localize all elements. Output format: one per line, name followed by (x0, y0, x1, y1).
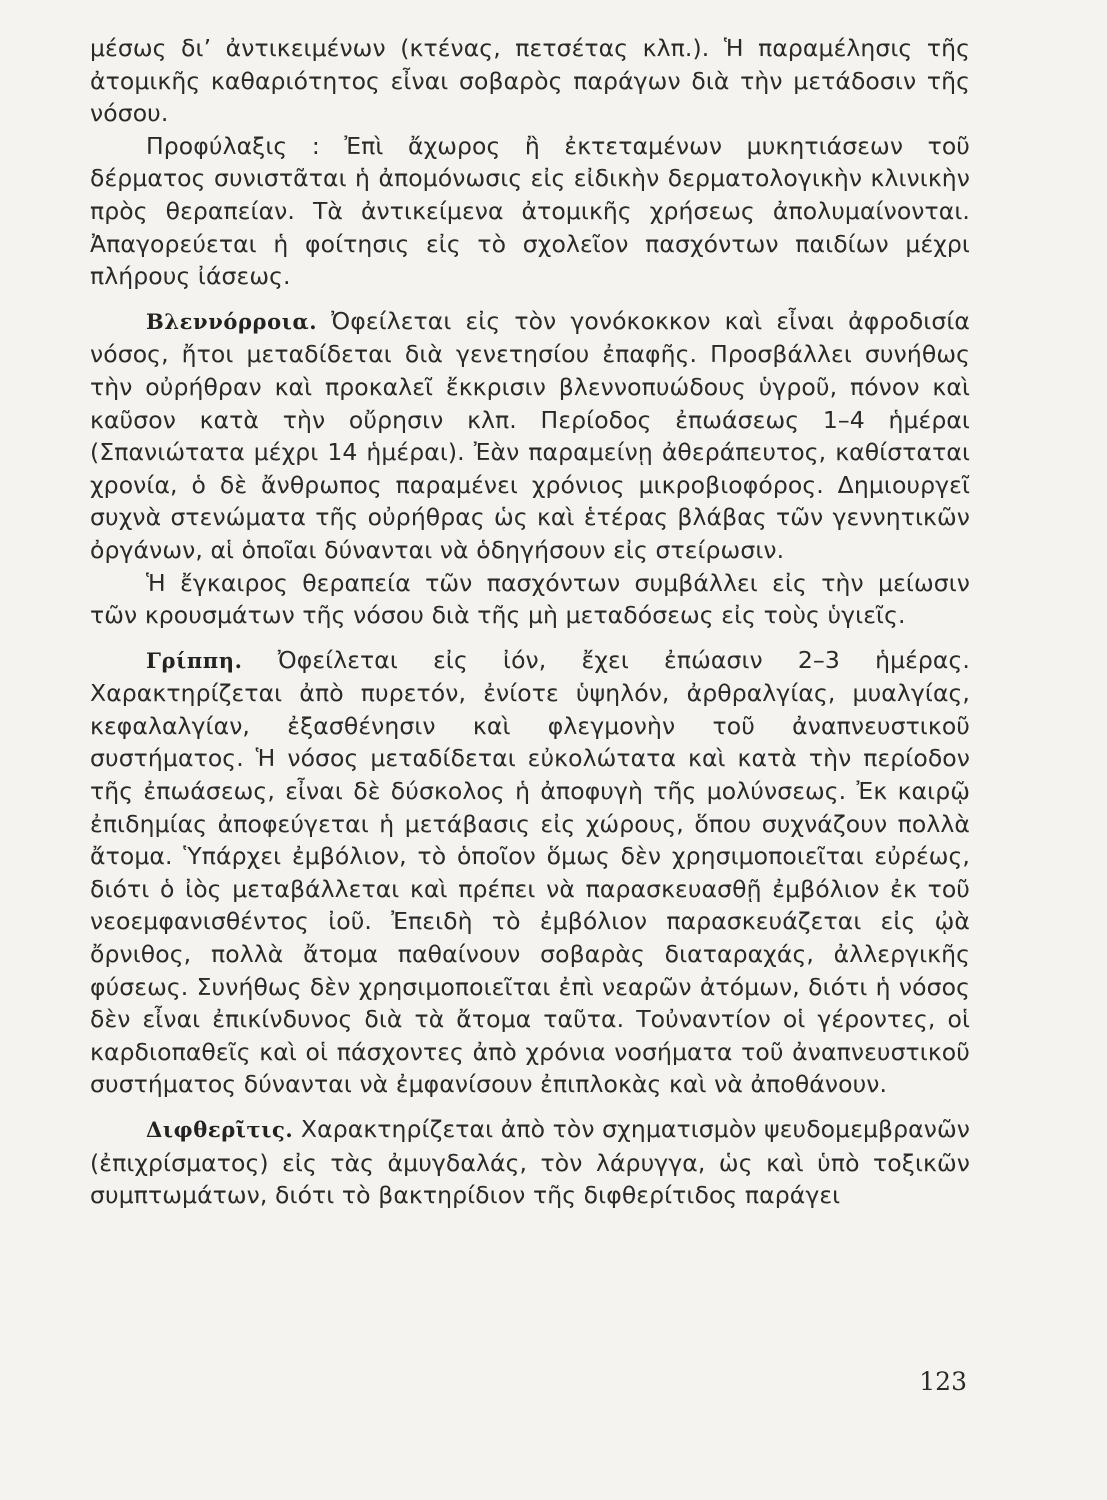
paragraph-treatment (90, 567, 970, 632)
paragraph-text: Ὀφείλεται εἰς τὸν γονόκοκκον καὶ εἶναι ἀφροδισία νόσος, ἤτοι μεταδίδεται διὰ γενετησίου ἐπαφῆς. Προσβάλλει συνήθως τὴν οὐρήθραν καὶ προκαλεῖ ἔκκρισιν βλεννοπυώδους ὑγροῦ, πόνον καὶ καῦσον κατὰ τὴν οὔρησιν κλπ. Περίοδος ἐπωάσεως 1–4 ἡμέραι (Σπανιώτατα μέχρι 14 ἡμέραι). Ἐὰν παραμείνῃ ἀθεράπευτος, καθίσταται χρονία, ὁ δὲ ἄνθρωπος παραμένει χρόνιος μικροβιοφόρος. Δημιουργεῖ συχνὰ στενώματα τῆς οὐρήθρας ὡς καὶ ἑτέρας βλάβας τῶν γεννητικῶν ὀργάνων, αἱ ὁποῖαι δύνανται νὰ ὁδηγήσουν εἰς στείρωσιν. (90, 306, 970, 564)
paragraph-text: Ἡ ἔγκαιρος θεραπεία τῶν πασχόντων συμβάλλει εἰς τὴν μείωσιν τῶν κρουσμάτων τῆς νόσου διὰ τῆς μὴ μεταδόσεως εἰς τοὺς ὑγιεῖς. (90, 568, 970, 630)
paragraph-text: Χαρακτηρίζεται ἀπὸ τὸν σχηματισμὸν ψευδομεμβρανῶν (ἐπιχρίσματος) εἰς τὰς ἀμυγδαλάς, τὸν λάρυγγα, ὡς καὶ ὑπὸ τοξικῶν συμπτωμάτων, διότι τὸ βακτηρίδιον τῆς διφθερίτιδος παράγει (90, 1115, 970, 1210)
paragraph-influenza (90, 644, 970, 1101)
paragraph-continuation (90, 32, 970, 130)
section-term: Διφθερῖτις. (146, 1117, 294, 1142)
page-body-text (90, 32, 970, 1212)
paragraph-gonorrhea (90, 305, 970, 567)
paragraph-text: Προφύλαξις : Ἐπὶ ἄχωρος ἢ ἐκτεταμένων μυκητιάσεων τοῦ δέρματος συνιστᾶται ἡ ἀπομόνωσις εἰς εἰδικὴν δερματολογικὴν κλινικὴν πρὸς θεραπείαν. Τὰ ἀντικείμενα ἀτομικῆς χρήσεως ἀπολυμαίνονται. Ἀπαγορεύεται ἡ φοίτησις εἰς τὸ σχολεῖον πασχόντων παιδίων μέχρι πλήρους ἰάσεως. (90, 131, 970, 291)
paragraph-prevention (90, 130, 970, 293)
section-term: Γρίππη. (146, 647, 243, 673)
page-number: 123 (919, 1367, 967, 1396)
paragraph-text: μέσως δι’ ἀντικειμένων (κτένας, πετσέτας κλπ.). Ἡ παραμέλησις τῆς ἀτομικῆς καθαριότητος εἶναι σοβαρὸς παράγων διὰ τὴν μετάδοσιν τῆς νόσου. (90, 34, 970, 128)
paragraph-text: Ὀφείλεται εἰς ἰόν, ἔχει ἐπώασιν 2–3 ἡμέρας. Χαρακτηρίζεται ἀπὸ πυρετόν, ἐνίοτε ὑψηλόν, ἀρθραλγίας, μυαλγίας, κεφαλαλγίαν, ἐξασθένησιν καὶ φλεγμονὴν τοῦ ἀναπνευστικοῦ συστήματος. Ἡ νόσος μεταδίδεται εὐκολώτατα καὶ κατὰ τὴν περίοδον τῆς ἐπωάσεως, εἶναι δὲ δύσκολος ἡ ἀποφυγὴ τῆς μολύνσεως. Ἐκ καιρῷ ἐπιδημίας ἀποφεύγεται ἡ μετάβασις εἰς χώρους, ὅπου συχνάζουν πολλὰ ἄτομα. Ὑπάρχει ἐμβόλιον, τὸ ὁποῖον ὅμως δὲν χρησιμοποιεῖται εὐρέως, διότι ὁ ἰὸς μεταβάλλεται καὶ πρέπει νὰ παρασκευασθῇ ἐμβόλιον ἐκ τοῦ νεοεμφανισθέντος ἰοῦ. Ἐπειδὴ τὸ ἐμβόλιον παρασκευάζεται εἰς ᾠὰ ὄρνιθος, πολλὰ ἄτομα παθαίνουν σοβαρὰς διαταραχάς, ἀλλεργικῆς φύσεως. Συνήθως δὲν χρησιμοποιεῖται ἐπὶ νεαρῶν ἀτόμων, διότι ἡ νόσος δὲν εἶναι ἐπικίνδυνος διὰ τὰ ἄτομα ταῦτα. Τοὐναντίον οἱ γέροντες, οἱ καρδιοπαθεῖς καὶ οἱ πάσχοντες ἀπὸ χρόνια νοσήματα τοῦ ἀναπνευστικοῦ συστήματος δύνανται νὰ ἐμφανίσουν ἐπιπλοκὰς καὶ νὰ ἀποθάνουν. (90, 645, 970, 1099)
paragraph-diphtheria (90, 1113, 970, 1212)
section-term: Βλεννόρροια. (146, 308, 318, 334)
